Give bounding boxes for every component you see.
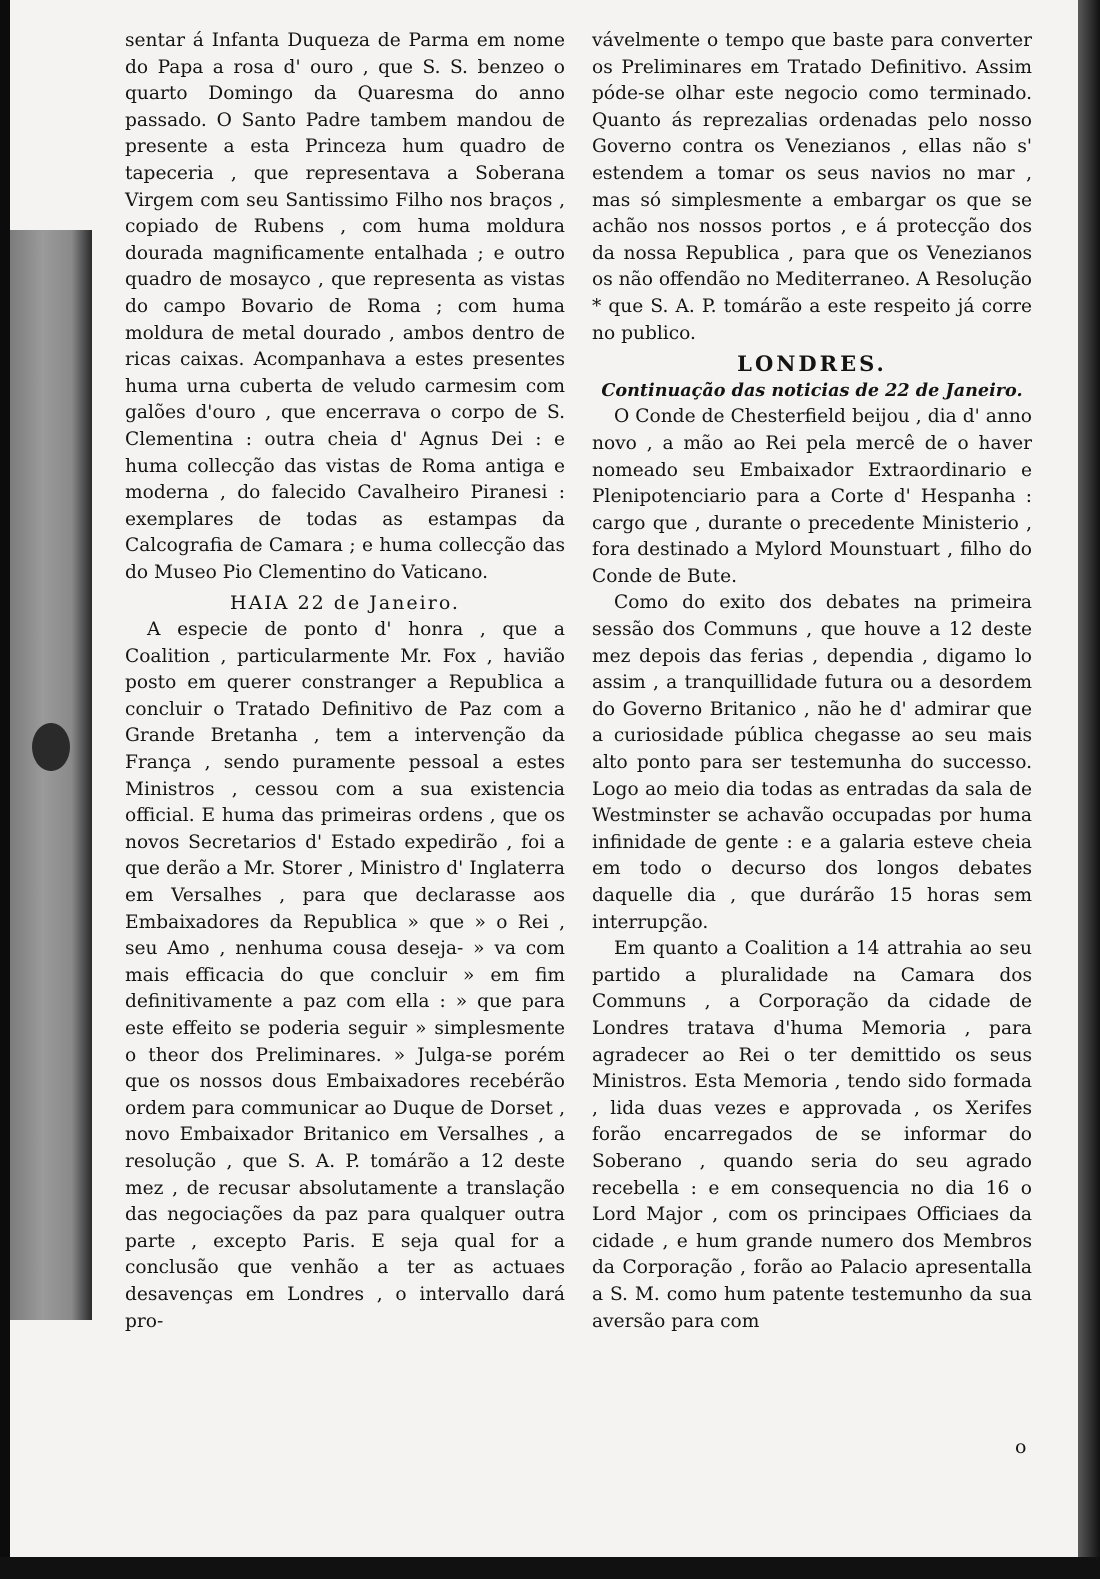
londres-subheading: Continuação das noticias de 22 de Janeiro. (601, 379, 1023, 401)
bottom-page-edge (0, 1557, 1100, 1579)
londres-heading: LONDRES. (737, 351, 887, 377)
left-paragraph-2: A especie de ponto d' honra , que a Coalition , particularmente Mr. Fox , havião posto em querer constranger a Republica a concluir o Tratado Definitivo de Paz com a Grande Bretanha , tem a intervenção da França , sendo puramente pessoal a estes Ministros , cessou com a sua existencia official. E huma das primeiras ordens , que os novos Secretarios d' Estado expedirão , foi a que derão a Mr. Storer , Ministro d' Inglaterra em Versalhes , para que declarasse aos Embaixadores da Republica » que » o Rei , seu Amo , nenhuma cousa deseja- » va com mais efficacia do que concluir » em fim definitivamente a paz com ella : » que para este effeito se poderia seguir » simplesmente o theor dos Preliminares. » Julga-se porém que os nossos dous Embaixadores recebérão ordem para communicar ao Duque de Dorset , novo Embaixador Britanico em Versalhes , a resolução , que S. A. P. tomárão a 12 deste mez , de recusar absolutamente a translação das negociações da paz para qualquer outra parte , excepto Paris. E seja qual for a conclusão que venhão a ter as actuaes desavenças em Londres , o intervallo dará pro- (125, 619, 565, 1332)
left-paragraph-1: sentar á Infanta Duqueza de Parma em nome do Papa a rosa d' ouro , que S. S. benzeo o quarto Domingo da Quaresma do anno passado. O Santo Padre tambem mandou de presente a esta Princeza hum quadro de tapeceria , que representava a Soberana Virgem com seu Santissimo Filho nos braços , copiado de Rubens , com huma moldura dourada magnificamente entalhada ; e outro quadro de mosayco , que representa as vistas do campo Bovario de Roma ; com huma moldura de metal dourado , ambos dentro de ricas caixas. Acompanhava a estes presentes huma urna cuberta de veludo carmesim com galões d'ouro , que encerrava o corpo de S. Clementina : outra cheia d' Agnus Dei : e huma collecção das vistas de Roma antiga e moderna , do falecido Cavalheiro Piranesi : exemplares de todas as estampas da Calcografia de Camara ; e huma collecção das do Museo Pio Clementino do Vaticano. (125, 30, 565, 583)
catchword: o (1015, 1436, 1027, 1458)
right-page-edge (1078, 0, 1100, 1579)
right-paragraph-3: Como do exito dos debates na primeira sessão dos Communs , que houve a 12 deste mez depois das ferias , dependia , digamo lo assim , a tranquillidade futura ou a desordem do Governo Britanico , não he d' admirar que a curiosidade pública chegasse ao seu mais alto ponto para ser testemunha do successo. Logo ao meio dia todas as entradas da sala de Westminster se achavão occupadas por huma infinidade de gente : e a galaria esteve cheia em todo o decurso dos longos debates daquelle dia , que durárão 15 horas sem interrupção. (592, 592, 1032, 933)
right-paragraph-1: vávelmente o tempo que baste para converter os Preliminares em Tratado Definitivo. Assim póde-se olhar este negocio como terminado. Quanto ás reprezalias ordenadas pelo nosso Governo contra os Venezianos , ellas não s' estendem a tomar os seus navios no mar , mas só simplesmente a embargar os que se achão nos nossos portos , e á protecção dos da nossa Republica , para que os Venezianos os não offendão no Mediterraneo. A Resolução * que S. A. P. tomárão a este respeito já corre no publico. (592, 30, 1032, 344)
binding-strip (10, 230, 92, 1320)
right-paragraph-4: Em quanto a Coalition a 14 attrahia ao seu partido a pluralidade na Camara dos Communs , a Corporação da cidade de Londres tratava d'huma Memoria , para agradecer ao Rei o ter demittido os seus Ministros. Esta Memoria , tendo sido formada , lida duas vezes e approvada , os Xerifes forão encarregados de se informar do Soberano , quando seria do seu agrado recebella : e em consequencia no dia 16 o Lord Major , com os principaes Officiaes da cidade , e hum grande numero dos Membros da Corporação , forão ao Palacio apresentalla a S. M. como hum patente testemunho da sua aversão para com (592, 938, 1032, 1332)
haia-dateline: HAIA 22 de Janeiro. (230, 592, 460, 615)
left-column (125, 28, 565, 1335)
right-paragraph-2: O Conde de Chesterfield beijou , dia d' anno novo , a mão ao Rei pela mercê de o haver nomeado seu Embaixador Extraordinario e Plenipotenciario para a Corte d' Hespanha : cargo que , durante o precedente Ministerio , fora destinado a Mylord Mounstuart , filho do Conde de Bute. (592, 406, 1032, 587)
newspaper-page (10, 0, 1082, 1560)
binding-hole (32, 723, 70, 771)
right-column (592, 28, 1032, 1335)
